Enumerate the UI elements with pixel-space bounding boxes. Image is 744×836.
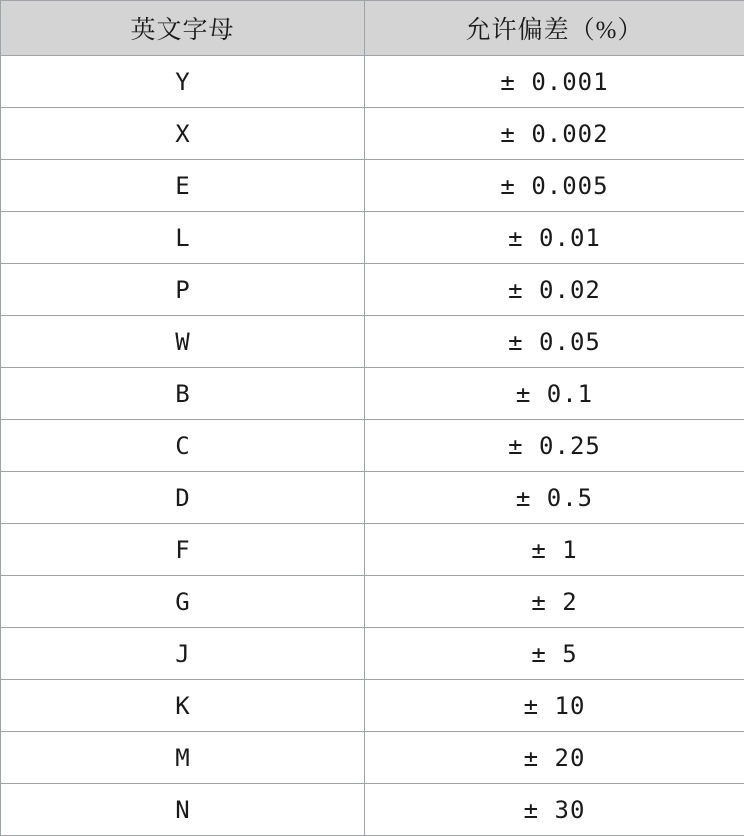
table-row — [1, 420, 744, 472]
cell-letter: K — [1, 680, 365, 732]
cell-letter: P — [1, 264, 365, 316]
cell-tolerance: ± 20 — [365, 732, 744, 784]
cell-letter: Y — [1, 56, 365, 108]
table-row — [1, 784, 744, 836]
cell-tolerance: ± 0.5 — [365, 472, 744, 524]
cell-letter: F — [1, 524, 365, 576]
table-row — [1, 160, 744, 212]
table-header-row — [1, 1, 744, 56]
cell-tolerance: ± 5 — [365, 628, 744, 680]
cell-tolerance: ± 0.25 — [365, 420, 744, 472]
cell-tolerance: ± 0.01 — [365, 212, 744, 264]
cell-tolerance: ± 0.1 — [365, 368, 744, 420]
table-row — [1, 576, 744, 628]
cell-tolerance: ± 1 — [365, 524, 744, 576]
table-row — [1, 680, 744, 732]
table-row — [1, 212, 744, 264]
cell-letter: L — [1, 212, 365, 264]
table-row — [1, 368, 744, 420]
cell-letter: N — [1, 784, 365, 836]
cell-letter: E — [1, 160, 365, 212]
cell-letter: B — [1, 368, 365, 420]
cell-tolerance: ± 0.02 — [365, 264, 744, 316]
cell-tolerance: ± 10 — [365, 680, 744, 732]
table-row — [1, 316, 744, 368]
cell-letter: W — [1, 316, 365, 368]
column-header-letter: 英文字母 — [1, 1, 365, 56]
cell-letter: C — [1, 420, 365, 472]
column-header-tolerance: 允许偏差（%） — [365, 1, 744, 56]
cell-letter: G — [1, 576, 365, 628]
table-row — [1, 264, 744, 316]
cell-tolerance: ± 0.002 — [365, 108, 744, 160]
table-row — [1, 628, 744, 680]
table-row — [1, 732, 744, 784]
table-header — [1, 1, 744, 56]
cell-tolerance: ± 30 — [365, 784, 744, 836]
cell-letter: J — [1, 628, 365, 680]
table-row — [1, 56, 744, 108]
table-row — [1, 524, 744, 576]
table-row — [1, 472, 744, 524]
cell-letter: X — [1, 108, 365, 160]
table-row — [1, 108, 744, 160]
cell-tolerance: ± 0.05 — [365, 316, 744, 368]
cell-tolerance: ± 0.001 — [365, 56, 744, 108]
cell-tolerance: ± 0.005 — [365, 160, 744, 212]
table-body — [1, 56, 744, 836]
cell-letter: M — [1, 732, 365, 784]
cell-letter: D — [1, 472, 365, 524]
cell-tolerance: ± 2 — [365, 576, 744, 628]
